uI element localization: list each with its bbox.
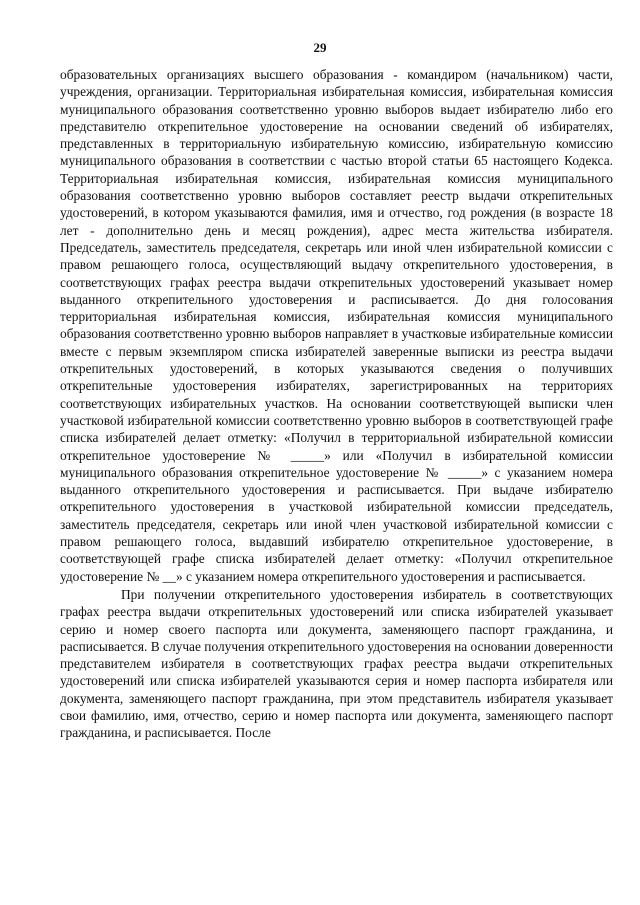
- page-number: 29: [313, 40, 327, 55]
- document-body: [60, 66, 613, 742]
- paragraph-continuation: образовательных организациях высшего образования - командиром (начальником) части, учреждения, организации. Территориальная избирательная комиссия, избирательная комиссия муниципального образования соответственно уровню выборов выдает избирателю либо его представителю открепительное удостоверение на основании сведений об избирателях, представленных в территориальную избирательную комиссию, избирательную комиссию муниципального образования в соответствии с частью второй статьи 65 настоящего Кодекса. Территориальная избирательная комиссия, избирательная комиссия муниципального образования соответственно уровню выборов составляет реестр выдачи открепительных удостоверений, в котором указываются фамилия, имя и отчество, год рождения (в возрасте 18 лет - дополнительно день и месяц рождения), адрес места жительства избирателя. Председатель, заместитель председателя, секретарь или иной член избирательной комиссии с правом решающего голоса, осуществляющий выдачу открепительного удостоверения, в соответствующих графах реестра выдачи открепительных удостоверений указывает номер выданного открепительного удостоверения и расписывается. До дня голосования территориальная избирательная комиссия, избирательная комиссия муниципального образования соответственно уровню выборов направляет в участковые избирательные комиссии вместе с первым экземпляром списка избирателей заверенные выписки из реестра выдачи открепительных удостоверений, в которых указываются сведения о получивших открепительные удостоверения избирателях, зарегистрированных на территориях соответствующих избирательных участков. На основании соответствующей выписки член участковой избирательной комиссии соответственно уровню выборов в соответствующей графе списка избирателей делает отметку: «Получил в территориальной избирательной комиссии открепительное удостоверение № _____» или «Получил в избирательной комиссии муниципального образования открепительное удостоверение № _____» с указанием номера выданного открепительного удостоверения и расписывается. При выдаче избирателю открепительного удостоверения в участковой избирательной комиссии председатель, заместитель председателя, секретарь или иной член участковой избирательной комиссии с правом решающего голоса, выдавший избирателю открепительное удостоверение, в соответствующей графе списка избирателей делает отметку: «Получил открепительное удостоверение № __» с указанием номера открепительного удостоверения и расписывается.: [60, 67, 613, 584]
- paragraph-passport-signature: При получении открепительного удостоверения избиратель в соответствующих графах реестра выдачи открепительных удостоверений или списка избирателей указывает серию и номер своего паспорта или документа, заменяющего паспорт гражданина, и расписывается. В случае получения открепительного удостоверения на основании доверенности представителем избирателя в соответствующих графах реестра выдачи открепительных удостоверений или списка избирателей указываются серия и номер паспорта избирателя или документа, заменяющего паспорт гражданина, при этом представитель избирателя указывает свои фамилию, имя, отчество, серию и номер паспорта или документа, заменяющего паспорт гражданина, и расписывается. После: [60, 586, 613, 741]
